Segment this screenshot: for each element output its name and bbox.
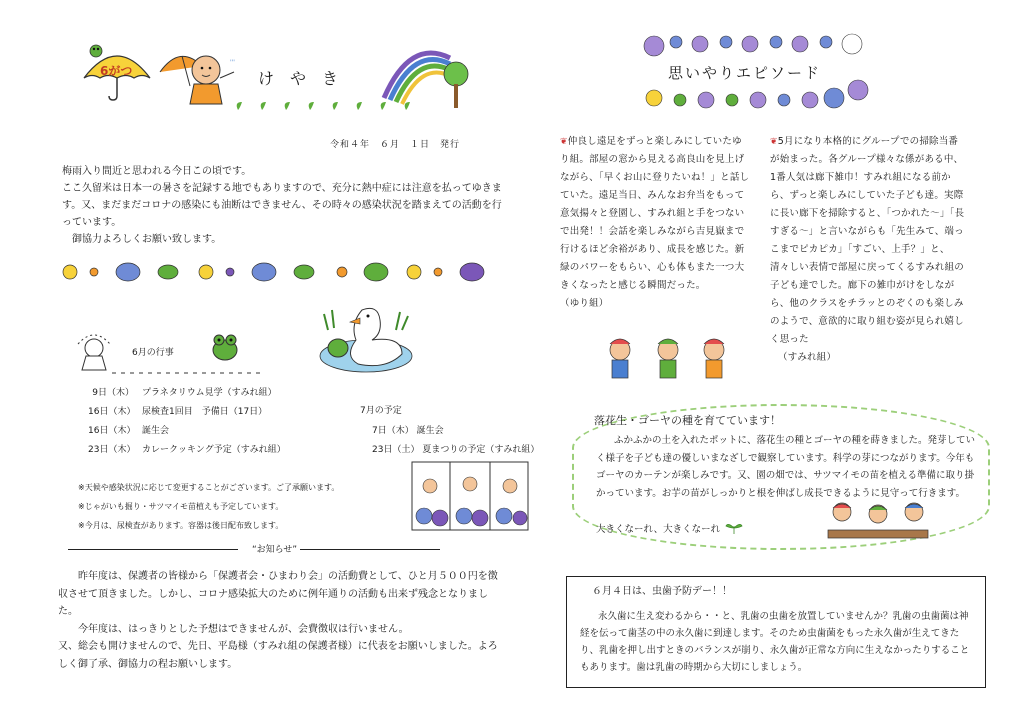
notice-section (58, 568, 498, 673)
cherry-icon: ❦ (770, 137, 778, 147)
notice-paragraph: 昨年度は、保護者の皆様から「保護者会・ひまわり会」の活動費として、ひと月５００円を徴収させて頂きました。しかし、コロナ感染拡大のために例年通りの活動も出来ず残念となりました。 (58, 571, 498, 617)
july-day: 7日（木） (372, 426, 414, 436)
summer-festival-illustration (410, 460, 530, 532)
event-row (88, 385, 277, 398)
event-row (88, 404, 267, 417)
episode-text (560, 133, 750, 295)
intro-section (62, 163, 502, 248)
event-day: 23日（木） (88, 445, 136, 455)
note-line: ※天候や感染状況に応じて変更することがございます。ご了承願います。 (78, 483, 340, 492)
episode-yuri (560, 133, 750, 313)
svg-text:''': ''' (230, 59, 235, 66)
cherry-icon: ❦ (560, 137, 568, 147)
intro-line: 梅雨入り間近と思われる今日この頃です。 (62, 166, 252, 177)
intro-line: ここ久留米は日本一の暑さを記録する地でもありますので、充分に熱中症には注意を払ってゆきます。又、まだまだコロナの感染にも油断はできません、その時々の感染状況を踏まえての活動を行っています。 (62, 183, 502, 228)
episode-body: 仲良し遠足をずっと楽しみにしていたゆり組。部屋の窓から見える高良山を見上げながら、「早くお山に登りたいね！」と話していた。遠足当日、みんなお弁当をもって意気揚々と登園し、すみれ組と手をつないで出発！！会話を楽しみながら吉見嶽まで行けるほど余裕があり、成長を感じた。新緑のパワーをもらい、心も体もまた一つ大きくなったと感じる瞬間だった。 (560, 136, 750, 291)
event-day: 16日（木） (88, 426, 136, 436)
episode-title: 思いやりエピソード (668, 64, 822, 82)
dashed-divider (112, 370, 262, 376)
july-row (372, 423, 444, 436)
seeds-title: 落花生・ゴーヤの種を育てています！ (594, 414, 781, 427)
episode-class: （ゆり組） (560, 298, 609, 309)
july-day: 23日（土） (372, 445, 420, 455)
event-text: 尿検査1回目 予備日（17日） (142, 407, 268, 417)
events-title: 6月の行事 (132, 348, 174, 358)
july-text: 誕生会 (416, 426, 444, 436)
event-text: プラネタリウム見学（すみれ組） (142, 388, 277, 398)
newsletter-title: けやき (258, 69, 355, 88)
divider-line (300, 549, 440, 550)
sprout-icon (724, 520, 744, 534)
episode-class: （すみれ組） (778, 352, 837, 363)
children-hiking-illustration (596, 334, 746, 390)
dental-body: 永久歯に生え変わるから・・と、乳歯の虫歯を放置していませんか？乳歯の虫歯菌は神経を伝って歯茎の中の永久歯に到達します。そのため虫歯菌をもった永久歯が生えてきたり、乳歯を押し出すときのバランスが崩り、永久歯が正常な方向に生えなかったりすることもあります。歯は乳歯の時期から大切にしましょう。 (580, 611, 970, 673)
divider-line (68, 549, 238, 550)
teru-teru-bozu-illustration (74, 330, 114, 374)
episode-text (770, 133, 966, 349)
notice-title: “お知らせ” (252, 545, 298, 555)
duck-pond-illustration (316, 300, 416, 376)
frog-illustration (208, 330, 242, 364)
event-row (88, 442, 286, 455)
dental-section (580, 598, 976, 676)
rainbow-tree-illustration (380, 38, 476, 114)
children-planting-illustration (826, 496, 930, 542)
note-line: ※じゃがいも掘り・サツマイモ苗植えも予定しています。 (78, 502, 284, 511)
event-text: 誕生会 (142, 426, 170, 436)
snail-leaf-border-decoration (60, 258, 500, 286)
seeds-body: ふかふかの土を入れたポットに、落花生の種とゴーヤの種を蒔きました。発芽していく様子を子ども達の優しいまなざしで観察しています。科学の芽につながります。今年もゴーヤのカーテンが楽しみです。又、園の畑では、サツマイモの苗を植える準備に取り掛かっています。お芋の苗がしっかりと根を伸ばし成長できるように見守って行きます。 (596, 435, 976, 499)
issue-date: 令和４年 ６月 １日 発行 (330, 140, 461, 150)
dental-title: ６月４日は、虫歯予防デー！！ (592, 586, 732, 597)
july-title: 7月の予定 (360, 406, 402, 416)
episode-sumire (770, 133, 966, 367)
episode-body: 5月になり本格的にグループでの掃除当番が始まった。各グループ様々な係がある中、1番人気は廊下雑巾！すみれ組になる前から、ずっと楽しみにしていた子ども達。実際に長い廊下を掃除すると、「つかれた〜」「長すぎる〜」と言いながらも「先生みて、端っこまでピカピカ」「すごい、上手？」と、清々しい表情で部屋に戻ってくるすみれ組の子ども達でした。廊下の雑巾がけをしながら、他のクラスをチラッとのぞくのも楽しみのようで、意欲的に取り組む姿が見られ嬉しく思った (770, 136, 965, 345)
notice-paragraph: 今年度は、はっきりとした予想はできませんが、会費徴収は行いません。 (78, 623, 409, 635)
seeds-cheer: 大きくなーれ、大きくなーれ (596, 524, 721, 535)
july-row (372, 442, 539, 455)
event-day: 16日（木） (88, 407, 136, 417)
month-badge-text: 6がつ (100, 64, 133, 78)
event-text: カレークッキング予定（すみれ組） (142, 445, 286, 455)
schedule-notes (78, 478, 339, 535)
july-text: 夏まつりの予定（すみれ組） (422, 445, 540, 455)
note-line: ※今月は、尿検査があります。容器は後日配布致します。 (78, 521, 284, 530)
notice-paragraph: 又、総会も開けませんので、先日、平島様（すみれ組の保護者様）に代表をお願いしました。よろしく御了承、御協力の程お願いします。 (58, 641, 498, 670)
july-schedule (360, 403, 402, 416)
event-row (88, 423, 169, 436)
event-day: 9日（木） (92, 388, 134, 398)
seeds-section (596, 432, 978, 502)
intro-line: 御協力よろしくお願い致します。 (72, 234, 222, 245)
